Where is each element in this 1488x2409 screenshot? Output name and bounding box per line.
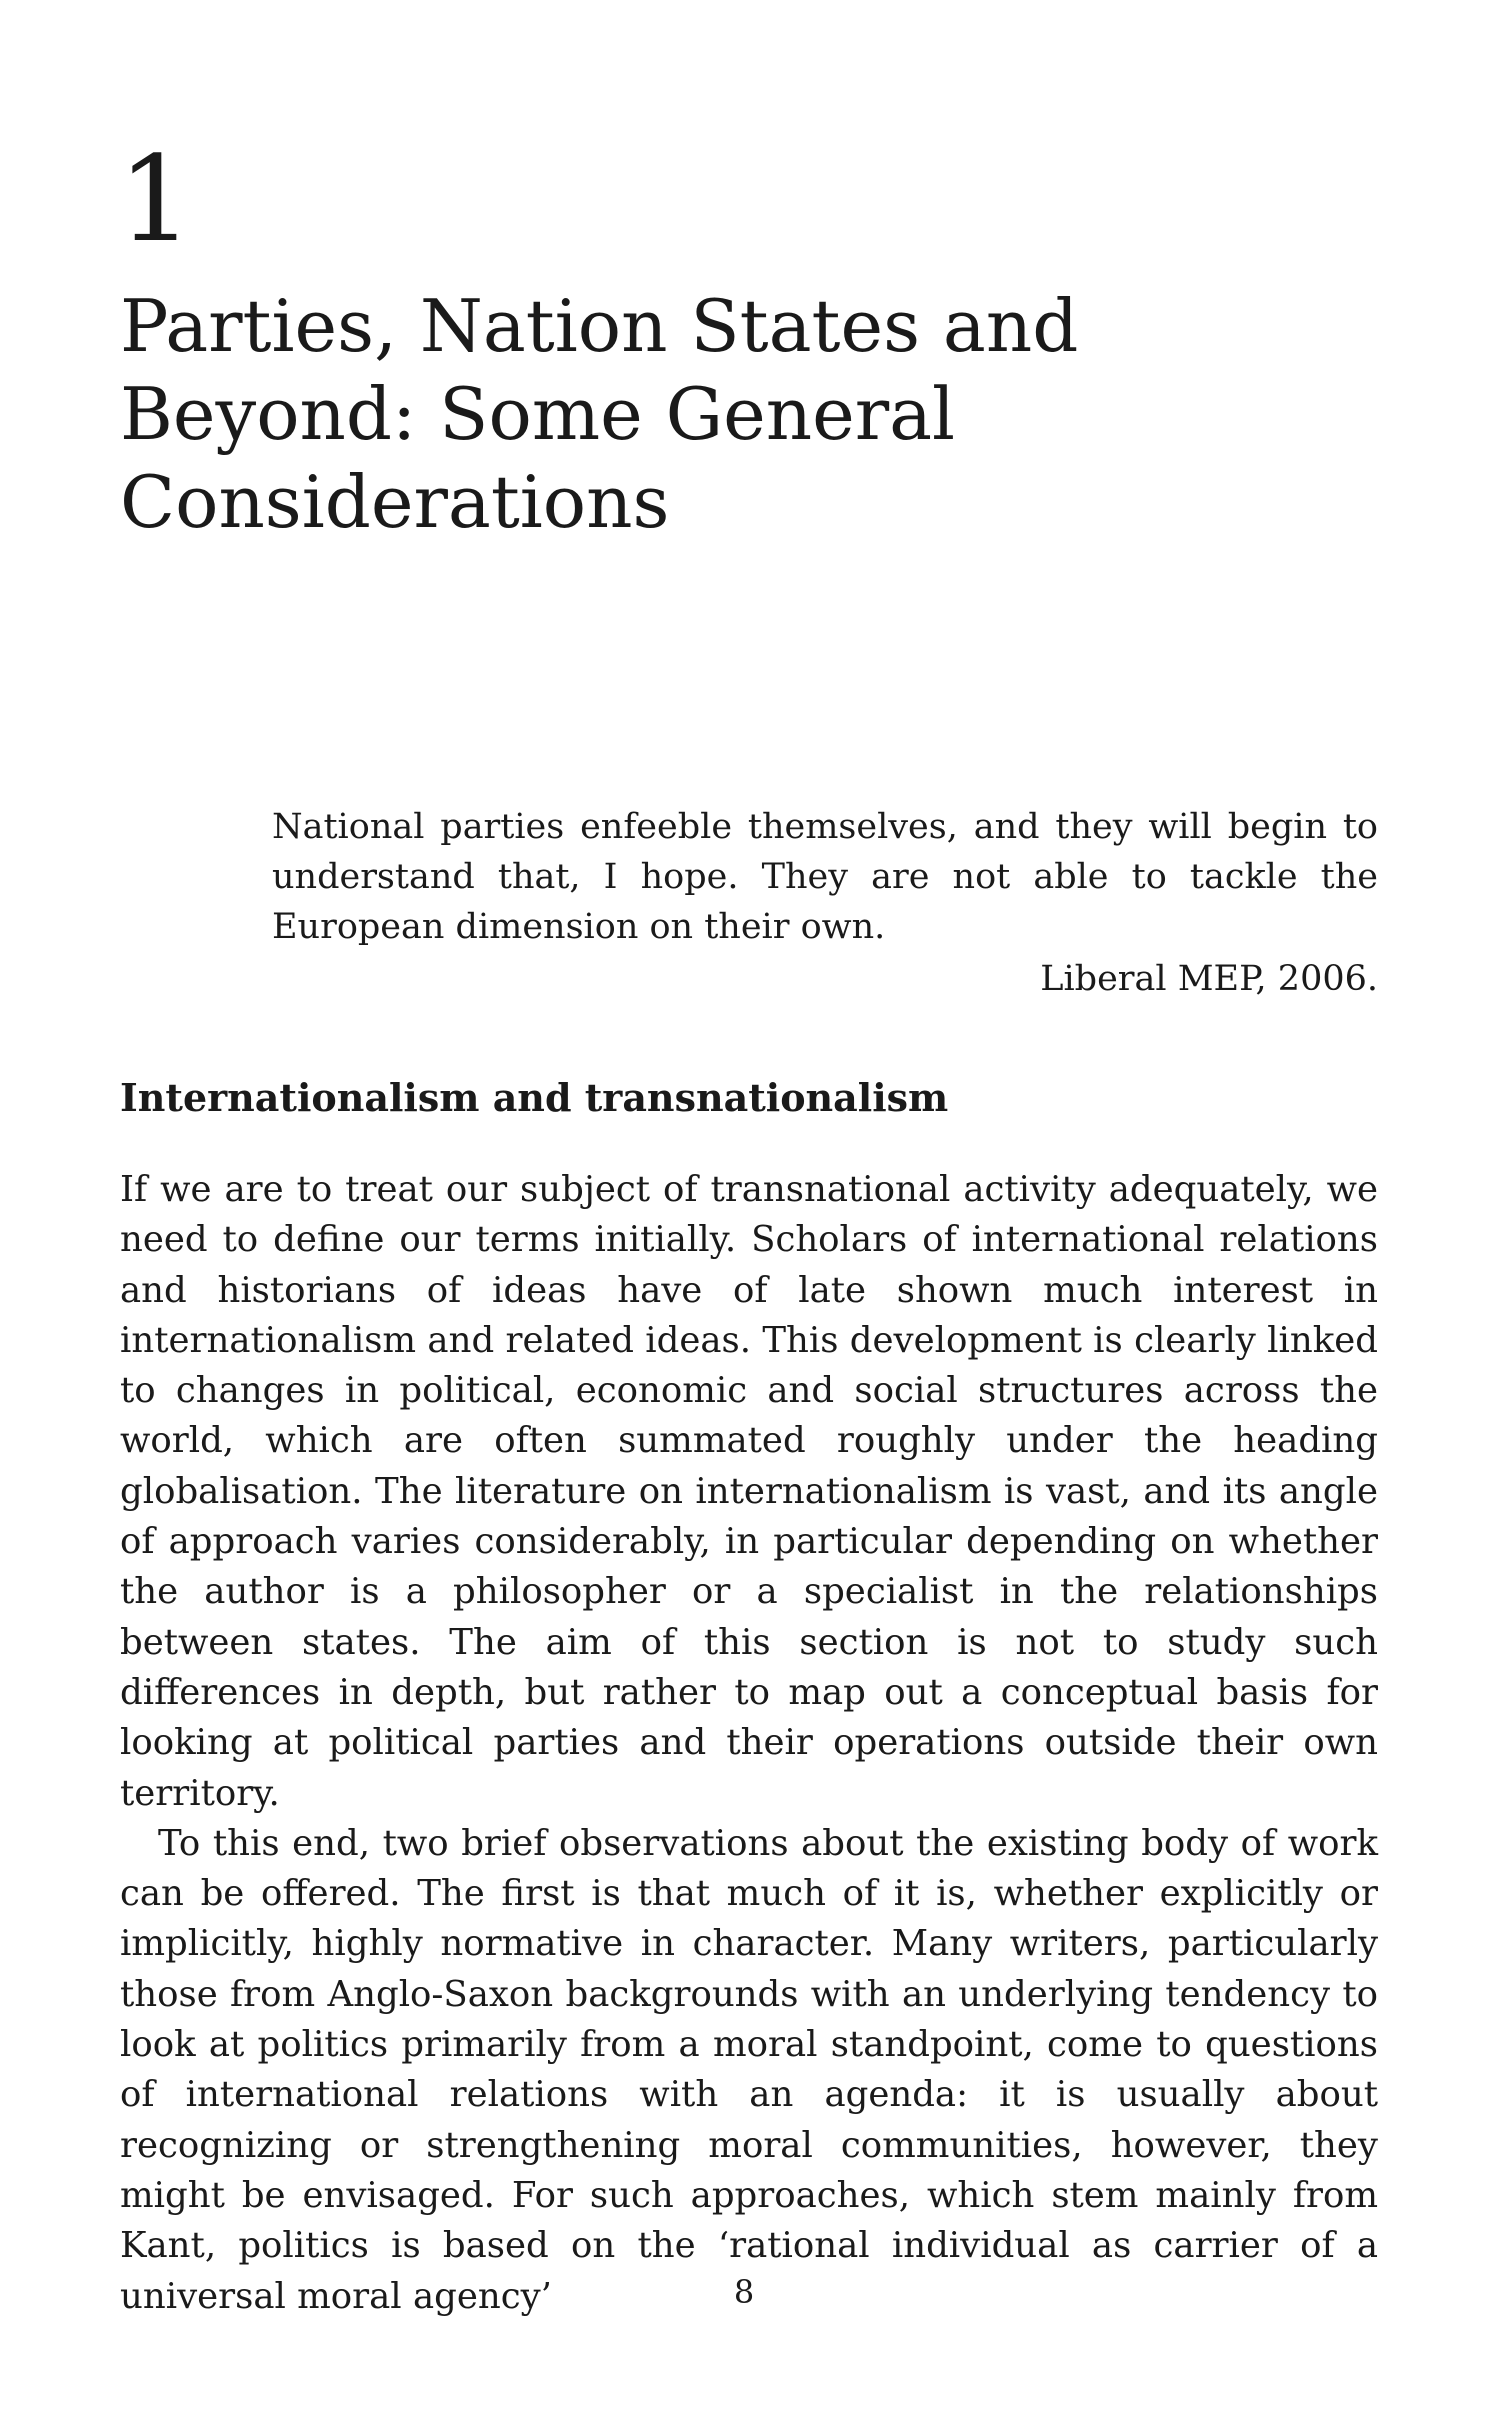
chapter-title: Parties, Nation States and Beyond: Some General Considerations: [120, 284, 1079, 544]
paragraph: If we are to treat our subject of transnational activity adequately, we need to define our terms initially. Scholars of international relations and historians of ideas have of late shown much interest in internationalism and related ideas. This development is clearly linked to changes in political, economic and social structures across the world, which are often summated roughly under the heading globalisation. The literature on internationalism is vast, and its angle of approach varies considerably, in particular depending on whether the author is a philosopher or a specialist in the relationships between states. The aim of this section is not to study such differences in depth, but rather to map out a conceptual basis for looking at political parties and their operations outside their own territory.: [120, 1169, 1378, 1814]
chapter-number: 1: [118, 130, 194, 268]
epigraph-source: Liberal MEP, 2006.: [1040, 959, 1378, 999]
page-number: 8: [733, 2273, 755, 2311]
paragraph: To this end, two brief observations about the existing body of work can be offered. The first is that much of it is, whether explicitly or implicitly, highly normative in character. Many writers, particularly those from Anglo-Saxon backgrounds with an underlying tendency to look at politics primarily from a moral standpoint, come to questions of international relations with an agenda: it is usually about recognizing or strengthening moral communities, however, they might be envisaged. For such approaches, which stem mainly from Kant, politics is based on the ‘rational individual as carrier of a universal moral agency’: [120, 1822, 1378, 2317]
body-text: [120, 1165, 1378, 2322]
section-heading: Internationalism and transnationalism: [120, 1075, 949, 1120]
epigraph-quote: National parties enfeeble themselves, and they will begin to understand that, I hope. They are not able to tackle the European dimension on their own.: [272, 807, 1378, 947]
